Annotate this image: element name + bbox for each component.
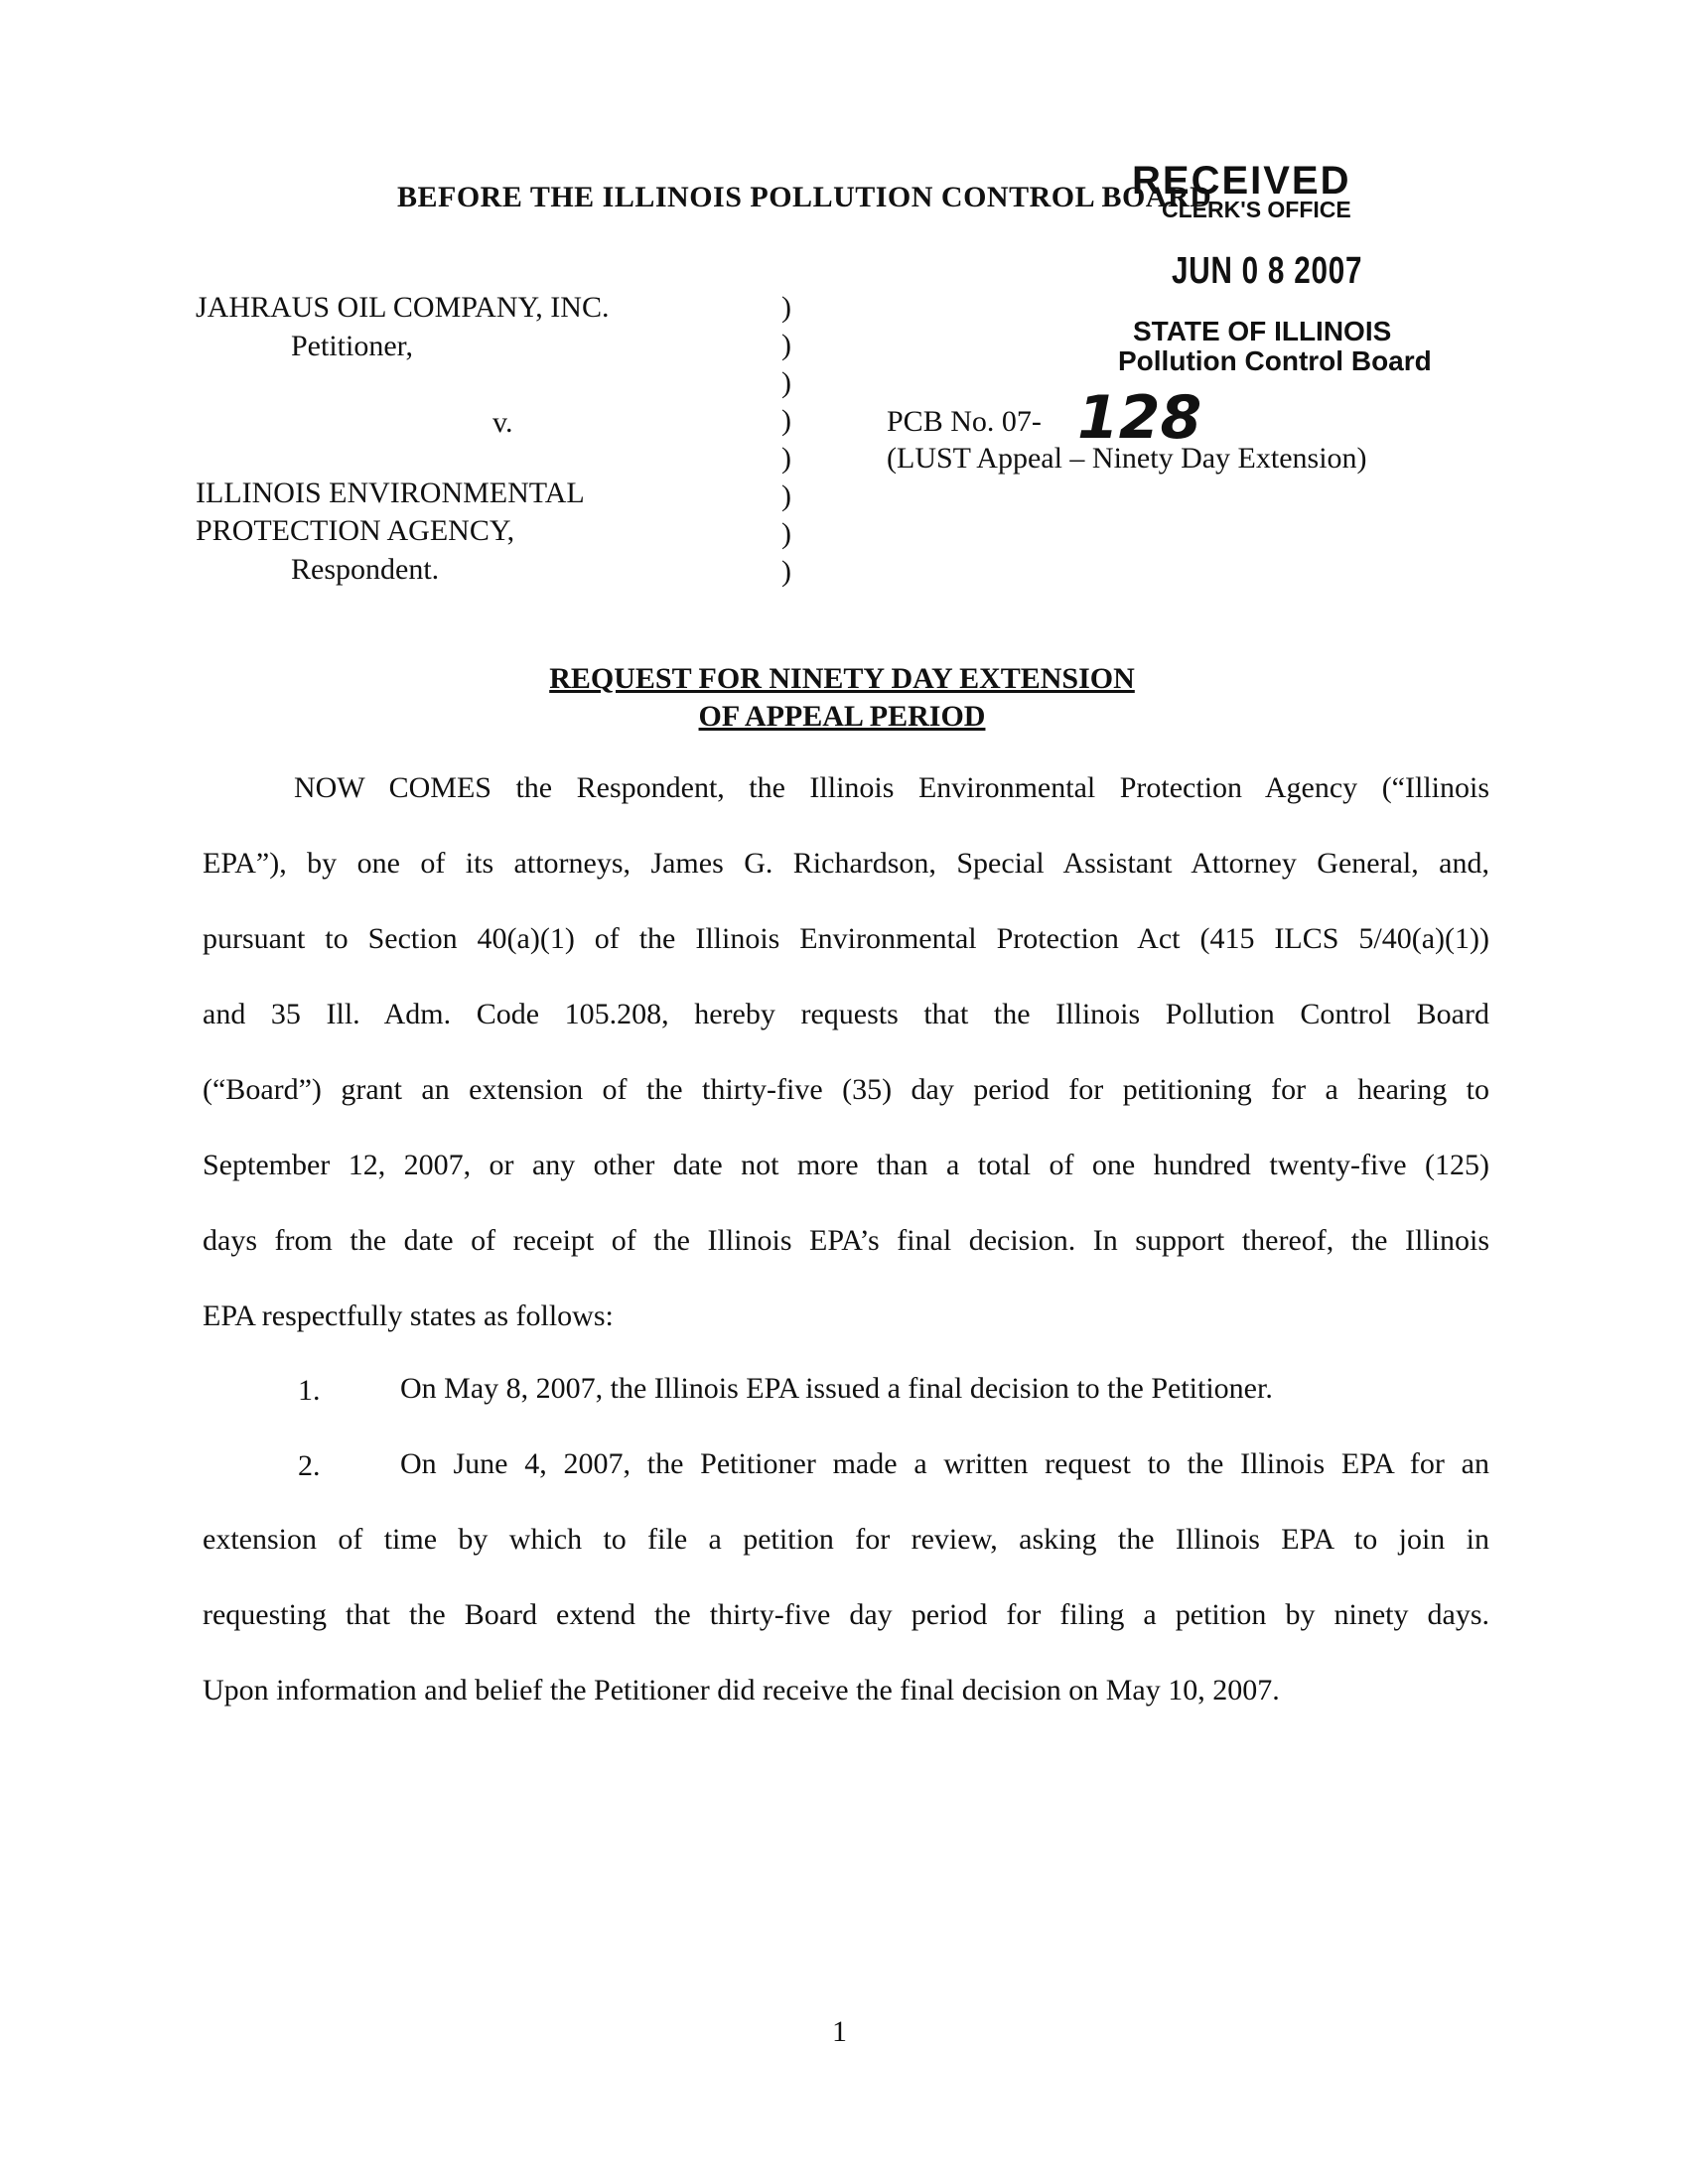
stamp-board: Pollution Control Board [1118,345,1432,376]
stamp-received: RECEIVED [1132,159,1351,203]
page-number: 1 [832,2015,847,2048]
paragraph-line: (“Board”) grant an extension of the thirty-five (35) day period for petitioning for a hearing to [203,1073,1489,1106]
paragraph-line: EPA respectfully states as follows: [203,1299,614,1332]
petitioner-name: JAHRAUS OIL COMPANY, INC. [196,291,610,324]
paragraph-line: extension of time by which to file a petition for review, asking the Illinois EPA to join in [203,1523,1489,1556]
item-number: 2. [298,1449,321,1482]
document-title-line1: REQUEST FOR NINETY DAY EXTENSION [549,662,1135,695]
caption-paren: ) [781,517,791,550]
respondent-name-line1: ILLINOIS ENVIRONMENTAL [196,477,585,509]
versus: v. [492,406,513,439]
caption-paren: ) [781,366,791,399]
paragraph-line: requesting that the Board extend the thirty-five day period for filing a petition by ninety days. [203,1598,1489,1631]
paragraph-line: and 35 Ill. Adm. Code 105.208, hereby requests that the Illinois Pollution Control Board [203,998,1489,1030]
stamp-date: JUN 0 8 2007 [1172,250,1363,292]
document-title-line2: OF APPEAL PERIOD [698,700,986,733]
respondent-name-line2: PROTECTION AGENCY, [196,514,515,547]
caption-paren: ) [781,329,791,361]
respondent-role: Respondent. [291,553,440,586]
caption-paren: ) [781,442,791,475]
pcb-number-handwritten: 128 [1077,383,1202,453]
paragraph-line: Upon information and belief the Petitioner did receive the final decision on May 10, 2007. [203,1674,1280,1706]
court-title: BEFORE THE ILLINOIS POLLUTION CONTROL BOARD [397,181,1212,213]
caption-paren: ) [781,291,791,324]
item-number: 1. [298,1374,321,1407]
paragraph-line: On May 8, 2007, the Illinois EPA issued a final decision to the Petitioner. [400,1372,1273,1405]
case-type: (LUST Appeal – Ninety Day Extension) [887,442,1367,475]
caption-paren: ) [781,404,791,437]
stamp-state: STATE OF ILLINOIS [1133,316,1392,346]
petitioner-role: Petitioner, [291,330,413,362]
stamp-clerks-office: CLERK'S OFFICE [1162,197,1351,222]
caption-paren: ) [781,555,791,588]
pcb-number-label: PCB No. 07- [887,405,1042,438]
caption-paren: ) [781,479,791,512]
paragraph-line: NOW COMES the Respondent, the Illinois Environmental Protection Agency (“Illinois [294,771,1489,804]
paragraph-line: September 12, 2007, or any other date not more than a total of one hundred twenty-five (125) [203,1149,1489,1181]
paragraph-line: EPA”), by one of its attorneys, James G. Richardson, Special Assistant Attorney General, and, [203,847,1489,880]
paragraph-line: On June 4, 2007, the Petitioner made a written request to the Illinois EPA for an [400,1447,1489,1480]
paragraph-line: pursuant to Section 40(a)(1) of the Illinois Environmental Protection Act (415 ILCS 5/40(a)(1)) [203,922,1489,955]
paragraph-line: days from the date of receipt of the Illinois EPA’s final decision. In support thereof, the Illinois [203,1224,1489,1257]
